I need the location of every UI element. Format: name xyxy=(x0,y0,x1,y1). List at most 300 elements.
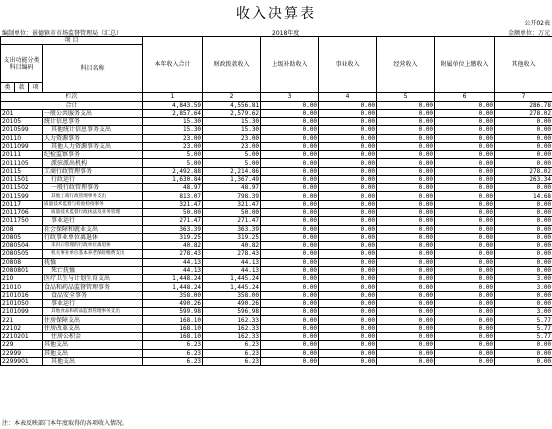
table-row xyxy=(1,324,552,332)
amount-cell: 0.00 xyxy=(319,175,377,183)
amount-cell: 50.00 xyxy=(143,208,203,216)
col-num: 5 xyxy=(377,93,435,101)
amount-cell: 0.00 xyxy=(377,126,435,134)
amount-cell: 0.00 xyxy=(377,142,435,150)
col-num: 1 xyxy=(143,93,203,101)
amount-cell: 0.00 xyxy=(377,159,435,167)
amount-cell: 0.00 xyxy=(377,316,435,324)
kind-kuan: 款 xyxy=(15,83,29,93)
amount-cell: 363.39 xyxy=(143,225,203,233)
amount-cell: 0.00 xyxy=(495,250,552,258)
amount-cell: 2,492.88 xyxy=(143,167,203,175)
amount-cell: 0.00 xyxy=(261,217,319,225)
amount-cell: 0.00 xyxy=(495,159,552,167)
amount-cell: 23.00 xyxy=(143,142,203,150)
amount-cell: 23.00 xyxy=(203,142,261,150)
footnote: 注：本表反映部门本年度取得的各项收入情况。 xyxy=(2,420,129,427)
amount-cell: 50.00 xyxy=(203,208,261,216)
amount-cell: 0.00 xyxy=(435,134,495,142)
header-item: 项 目 xyxy=(1,37,143,45)
amount-cell: 0.00 xyxy=(319,341,377,349)
subject-name: 社会保障和就业支出 xyxy=(43,225,143,233)
amount-cell: 0.00 xyxy=(495,200,552,208)
amount-cell: 15.30 xyxy=(203,118,261,126)
amount-cell: 0.00 xyxy=(495,208,552,216)
amount-cell: 0.00 xyxy=(319,109,377,117)
amount-cell: 0.00 xyxy=(435,208,495,216)
amount-cell: 0.00 xyxy=(435,283,495,291)
amount-cell: 0.00 xyxy=(377,266,435,274)
amount-cell: 0.00 xyxy=(435,175,495,183)
amount-cell: 162.33 xyxy=(203,324,261,332)
amount-cell: 0.00 xyxy=(377,341,435,349)
amount-cell: 0.00 xyxy=(377,349,435,357)
total-cell: 286.78 xyxy=(495,101,552,109)
amount-cell: 0.00 xyxy=(377,109,435,117)
subject-name: 质量技术监督行政执法及业务管理 xyxy=(43,208,143,216)
subject-name: 住房公积金 xyxy=(43,332,143,340)
subject-code: 2101016 xyxy=(1,291,43,299)
amount-cell: 0.00 xyxy=(435,357,495,365)
amount-cell: 3.00 xyxy=(495,275,552,283)
amount-cell: 162.33 xyxy=(203,332,261,340)
subject-code: 20117 xyxy=(1,200,43,208)
table-row xyxy=(1,341,552,349)
table-row xyxy=(1,200,552,208)
amount-cell: 6.23 xyxy=(203,349,261,357)
table-row xyxy=(1,266,552,274)
subject-code: 2010599 xyxy=(1,126,43,134)
col-num: 6 xyxy=(435,93,495,101)
amount-cell: 0.00 xyxy=(261,225,319,233)
amount-cell: 0.00 xyxy=(435,200,495,208)
amount-cell: 0.00 xyxy=(377,192,435,200)
subject-code: 2011501 xyxy=(1,175,43,183)
amount-cell: 0.00 xyxy=(261,134,319,142)
table-row xyxy=(1,151,552,159)
subject-name: 其他支出 xyxy=(43,349,143,357)
table-row xyxy=(1,208,552,216)
amount-cell: 5.77 xyxy=(495,332,552,340)
amount-cell: 0.00 xyxy=(495,134,552,142)
amount-cell: 0.00 xyxy=(261,184,319,192)
amount-cell: 0.00 xyxy=(435,184,495,192)
amount-cell: 0.00 xyxy=(319,142,377,150)
amount-cell: 0.00 xyxy=(435,126,495,134)
amount-cell: 813.07 xyxy=(143,192,203,200)
amount-cell: 3.00 xyxy=(495,283,552,291)
subject-code: 2080801 xyxy=(1,266,43,274)
amount-cell: 0.00 xyxy=(495,357,552,365)
amount-cell: 0.00 xyxy=(319,208,377,216)
amount-cell: 0.00 xyxy=(261,275,319,283)
amount-cell: 2,579.62 xyxy=(203,109,261,117)
header-name-col: 科目名称 xyxy=(43,45,143,93)
amount-cell: 0.00 xyxy=(261,258,319,266)
table-row xyxy=(1,332,552,340)
subject-code: 2299901 xyxy=(1,357,43,365)
amount-cell: 1,445.24 xyxy=(203,275,261,283)
amount-cell: 5.00 xyxy=(143,159,203,167)
amount-cell: 0.00 xyxy=(261,233,319,241)
subject-name: 纪检监察事务 xyxy=(43,151,143,159)
table-row xyxy=(1,192,552,200)
amount-cell: 278.43 xyxy=(143,250,203,258)
amount-cell: 321.47 xyxy=(143,200,203,208)
amount-cell: 0.00 xyxy=(495,349,552,357)
subject-code: 2080504 xyxy=(1,242,43,250)
amount-cell: 6.23 xyxy=(143,357,203,365)
subject-code: 2011502 xyxy=(1,184,43,192)
subject-name: 事业运行 xyxy=(43,217,143,225)
amount-cell: 0.00 xyxy=(377,167,435,175)
amount-cell: 6.23 xyxy=(143,341,203,349)
amount-cell: 0.00 xyxy=(319,299,377,307)
subject-code: 2101099 xyxy=(1,308,43,316)
amount-cell: 0.00 xyxy=(495,151,552,159)
table-row xyxy=(1,275,552,283)
table-row xyxy=(1,184,552,192)
table-row xyxy=(1,134,552,142)
amount-cell: 0.00 xyxy=(435,258,495,266)
amount-cell: 0.00 xyxy=(377,233,435,241)
amount-cell: 319.25 xyxy=(203,233,261,241)
col-head-fiscal: 财政拨款收入 xyxy=(203,37,261,93)
subject-code: 2011750 xyxy=(1,217,43,225)
subject-name: 事业运行 xyxy=(43,299,143,307)
subject-code: 210 xyxy=(1,275,43,283)
amount-cell: 0.00 xyxy=(377,225,435,233)
subject-code: 20111 xyxy=(1,151,43,159)
subject-code: 20808 xyxy=(1,258,43,266)
amount-cell: 0.00 xyxy=(377,299,435,307)
amount-cell: 48.97 xyxy=(203,184,261,192)
amount-cell: 0.00 xyxy=(261,316,319,324)
amount-cell: 0.00 xyxy=(377,275,435,283)
amount-cell: 0.00 xyxy=(435,332,495,340)
amount-cell: 0.00 xyxy=(261,109,319,117)
subject-code: 20115 xyxy=(1,167,43,175)
amount-cell: 0.00 xyxy=(261,266,319,274)
amount-cell: 0.00 xyxy=(495,233,552,241)
amount-cell: 0.00 xyxy=(377,208,435,216)
amount-cell: 40.82 xyxy=(203,242,261,250)
subject-name: 行政事业单位离退休 xyxy=(43,233,143,241)
amount-cell: 0.00 xyxy=(377,308,435,316)
amount-cell: 0.00 xyxy=(319,349,377,357)
subject-code: 20110 xyxy=(1,134,43,142)
amount-cell: 490.26 xyxy=(203,299,261,307)
amount-cell: 0.00 xyxy=(495,225,552,233)
amount-cell: 0.00 xyxy=(319,134,377,142)
subject-name: 住房保障支出 xyxy=(43,316,143,324)
col-head-operation: 经营收入 xyxy=(377,37,435,93)
amount-cell: 0.00 xyxy=(435,217,495,225)
amount-cell: 5.00 xyxy=(203,151,261,159)
amount-cell: 0.00 xyxy=(435,109,495,117)
kind-lei: 类 xyxy=(1,83,15,93)
total-cell: 4,843.59 xyxy=(143,101,203,109)
amount-cell: 0.00 xyxy=(261,250,319,258)
subject-name: 工商行政管理事务 xyxy=(43,167,143,175)
amount-cell: 490.26 xyxy=(143,299,203,307)
col-row-label: 栏次 xyxy=(1,93,143,101)
amount-cell: 44.13 xyxy=(203,258,261,266)
income-table xyxy=(0,36,552,366)
amount-cell: 0.00 xyxy=(377,258,435,266)
amount-cell: 0.00 xyxy=(495,142,552,150)
amount-cell: 0.00 xyxy=(261,283,319,291)
amount-cell: 278.43 xyxy=(203,250,261,258)
amount-cell: 0.00 xyxy=(261,192,319,200)
amount-cell: 319.25 xyxy=(143,233,203,241)
amount-cell: 6.23 xyxy=(203,341,261,349)
amount-cell: 278.02 xyxy=(495,167,552,175)
amount-cell: 0.00 xyxy=(261,299,319,307)
amount-cell: 0.00 xyxy=(435,341,495,349)
unit-label: 编制单位：景德镇市市场监督管理局（汇总） xyxy=(2,30,123,37)
subject-code: 22999 xyxy=(1,349,43,357)
amount-cell: 0.00 xyxy=(495,242,552,250)
amount-cell: 40.82 xyxy=(143,242,203,250)
amount-cell: 0.00 xyxy=(319,283,377,291)
amount-cell: 0.00 xyxy=(319,126,377,134)
subject-name: 其他工商行政管理事务支出 xyxy=(43,192,143,200)
amount-cell: 0.00 xyxy=(495,126,552,134)
amount-cell: 0.00 xyxy=(435,151,495,159)
amount-cell: 6.23 xyxy=(143,349,203,357)
amount-cell: 0.00 xyxy=(261,208,319,216)
subject-name: 人力资源事务 xyxy=(43,134,143,142)
subject-code: 221 xyxy=(1,316,43,324)
subject-code: 20805 xyxy=(1,233,43,241)
amount-cell: 596.98 xyxy=(203,308,261,316)
amount-cell: 0.00 xyxy=(261,349,319,357)
amount-cell: 0.00 xyxy=(261,242,319,250)
amount-cell: 0.00 xyxy=(435,316,495,324)
table-row xyxy=(1,316,552,324)
subject-name: 派驻派出机构 xyxy=(43,159,143,167)
subject-name: 食品和药品监督管理事务 xyxy=(43,283,143,291)
report-year: 2018年度 xyxy=(272,30,300,37)
amount-cell: 23.00 xyxy=(143,134,203,142)
amount-cell: 0.00 xyxy=(319,324,377,332)
col-head-superior: 上级补助收入 xyxy=(261,37,319,93)
amount-cell: 1,448.24 xyxy=(143,283,203,291)
subject-name: 机关事业单位基本养老保险缴费支出 xyxy=(43,250,143,258)
subject-code: 2011099 xyxy=(1,142,43,150)
subject-name: 其他食品和药品监督管理事务支出 xyxy=(43,308,143,316)
amount-cell: 0.00 xyxy=(435,118,495,126)
subject-code: 21010 xyxy=(1,283,43,291)
amount-cell: 0.00 xyxy=(261,291,319,299)
amount-cell: 0.00 xyxy=(319,266,377,274)
amount-cell: 0.00 xyxy=(377,151,435,159)
subject-name: 死亡抚恤 xyxy=(43,266,143,274)
amount-cell: 0.00 xyxy=(319,357,377,365)
amount-cell: 358.00 xyxy=(203,291,261,299)
amount-cell: 5.00 xyxy=(203,159,261,167)
amount-cell: 0.00 xyxy=(435,299,495,307)
amount-cell: 0.00 xyxy=(435,308,495,316)
amount-cell: 0.00 xyxy=(435,250,495,258)
amount-cell: 0.00 xyxy=(261,118,319,126)
subject-name: 未归口管理的行政单位离退休 xyxy=(43,242,143,250)
amount-cell: 0.00 xyxy=(319,192,377,200)
amount-cell: 271.47 xyxy=(143,217,203,225)
amount-cell: 0.00 xyxy=(261,324,319,332)
amount-cell: 0.00 xyxy=(319,250,377,258)
amount-cell: 0.00 xyxy=(319,316,377,324)
amount-cell: 0.00 xyxy=(377,134,435,142)
amount-cell: 23.00 xyxy=(203,134,261,142)
amount-cell: 48.97 xyxy=(143,184,203,192)
amount-cell: 0.00 xyxy=(319,242,377,250)
total-label: 合计 xyxy=(1,101,143,109)
amount-cell: 0.00 xyxy=(261,357,319,365)
amount-cell: 2,857.64 xyxy=(143,109,203,117)
amount-cell: 0.00 xyxy=(261,200,319,208)
amount-cell: 599.98 xyxy=(143,308,203,316)
amount-cell: 0.00 xyxy=(435,142,495,150)
table-row xyxy=(1,225,552,233)
col-num: 2 xyxy=(203,93,261,101)
amount-cell: 0.00 xyxy=(435,225,495,233)
subject-name: 其他统计信息事务支出 xyxy=(43,126,143,134)
amount-cell: 0.00 xyxy=(495,217,552,225)
amount-cell: 0.00 xyxy=(319,200,377,208)
amount-cell: 0.00 xyxy=(319,291,377,299)
col-num: 4 xyxy=(319,93,377,101)
amount-cell: 0.00 xyxy=(435,291,495,299)
amount-cell: 0.00 xyxy=(435,324,495,332)
amount-cell: 0.00 xyxy=(319,151,377,159)
form-number: 公开02表 xyxy=(524,20,550,27)
amount-cell: 3.00 xyxy=(495,308,552,316)
amount-cell: 0.00 xyxy=(319,167,377,175)
amount-cell: 44.13 xyxy=(143,258,203,266)
currency-unit: 金额单位：万元 xyxy=(507,30,550,37)
subject-name: 行政运行 xyxy=(43,175,143,183)
table-row xyxy=(1,357,552,365)
amount-cell: 0.00 xyxy=(319,217,377,225)
report-title: 收入决算表 xyxy=(236,6,316,22)
amount-cell: 0.00 xyxy=(377,324,435,332)
amount-cell: 0.00 xyxy=(319,258,377,266)
amount-cell: 0.00 xyxy=(435,233,495,241)
amount-cell: 0.00 xyxy=(377,200,435,208)
amount-cell: 14.68 xyxy=(495,192,552,200)
table-row xyxy=(1,258,552,266)
amount-cell: 0.00 xyxy=(377,283,435,291)
amount-cell: 168.10 xyxy=(143,332,203,340)
col-num: 7 xyxy=(495,93,552,101)
amount-cell: 0.00 xyxy=(377,250,435,258)
subject-code: 2011706 xyxy=(1,208,43,216)
amount-cell: 0.00 xyxy=(261,126,319,134)
amount-cell: 2,214.86 xyxy=(203,167,261,175)
amount-cell: 1,367.49 xyxy=(203,175,261,183)
amount-cell: 168.10 xyxy=(143,316,203,324)
subject-code: 201 xyxy=(1,109,43,117)
amount-cell: 1,445.24 xyxy=(203,283,261,291)
subject-code: 208 xyxy=(1,225,43,233)
total-cell: 0.00 xyxy=(377,101,435,109)
subject-name: 其他支出 xyxy=(43,357,143,365)
amount-cell: 0.00 xyxy=(435,167,495,175)
amount-cell: 0.00 xyxy=(377,332,435,340)
amount-cell: 1,630.84 xyxy=(143,175,203,183)
table-row xyxy=(1,126,552,134)
table-row xyxy=(1,291,552,299)
subject-name: 质量技术监督与检验检疫事务 xyxy=(43,200,143,208)
subject-name: 住房改革支出 xyxy=(43,324,143,332)
amount-cell: 0.00 xyxy=(377,242,435,250)
subject-code: 2210201 xyxy=(1,332,43,340)
subject-name: 一般行政管理事务 xyxy=(43,184,143,192)
table-row xyxy=(1,242,552,250)
total-cell: 0.00 xyxy=(261,101,319,109)
amount-cell: 0.00 xyxy=(319,332,377,340)
amount-cell: 15.30 xyxy=(143,126,203,134)
table-row xyxy=(1,299,552,307)
amount-cell: 0.00 xyxy=(435,242,495,250)
amount-cell: 0.00 xyxy=(377,175,435,183)
table-row xyxy=(1,349,552,357)
amount-cell: 0.00 xyxy=(261,167,319,175)
amount-cell: 0.00 xyxy=(495,258,552,266)
table-row xyxy=(1,175,552,183)
table-row xyxy=(1,308,552,316)
table-row xyxy=(1,167,552,175)
amount-cell: 0.00 xyxy=(377,357,435,365)
total-row xyxy=(1,101,552,109)
amount-cell: 168.10 xyxy=(143,324,203,332)
amount-cell: 0.00 xyxy=(319,225,377,233)
subject-code: 2080505 xyxy=(1,250,43,258)
amount-cell: 0.00 xyxy=(495,341,552,349)
amount-cell: 0.00 xyxy=(319,184,377,192)
amount-cell: 0.00 xyxy=(495,118,552,126)
amount-cell: 0.00 xyxy=(261,159,319,167)
subject-code: 229 xyxy=(1,341,43,349)
amount-cell: 0.00 xyxy=(261,175,319,183)
amount-cell: 0.00 xyxy=(435,192,495,200)
amount-cell: 0.00 xyxy=(261,308,319,316)
amount-cell: 162.33 xyxy=(203,316,261,324)
amount-cell: 5.77 xyxy=(495,324,552,332)
amount-cell: 0.00 xyxy=(435,349,495,357)
table-row xyxy=(1,283,552,291)
amount-cell: 0.00 xyxy=(495,266,552,274)
amount-cell: 0.00 xyxy=(435,275,495,283)
kind-xiang: 项 xyxy=(29,83,43,93)
total-cell: 0.00 xyxy=(435,101,495,109)
subject-name: 其他人力资源事务支出 xyxy=(43,142,143,150)
amount-cell: 271.47 xyxy=(203,217,261,225)
amount-cell: 0.00 xyxy=(377,118,435,126)
subject-code: 22102 xyxy=(1,324,43,332)
col-num: 3 xyxy=(261,93,319,101)
subject-name: 其他支出 xyxy=(43,341,143,349)
total-cell: 0.00 xyxy=(319,101,377,109)
amount-cell: 798.39 xyxy=(203,192,261,200)
amount-cell: 44.13 xyxy=(143,266,203,274)
amount-cell: 0.00 xyxy=(319,159,377,167)
amount-cell: 0.00 xyxy=(261,332,319,340)
subject-code: 20105 xyxy=(1,118,43,126)
amount-cell: 0.00 xyxy=(377,184,435,192)
